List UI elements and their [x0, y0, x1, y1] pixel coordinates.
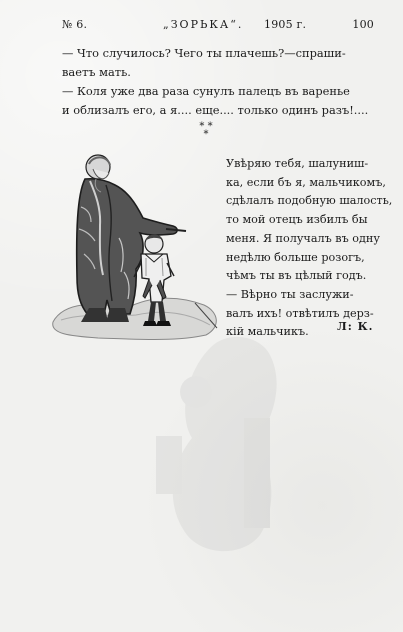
story-line-4: то мой отецъ избилъ бы: [226, 213, 368, 227]
dialogue-line-3: — Коля уже два раза сунулъ палецъ въ варенье: [62, 84, 350, 98]
story-text: [226, 155, 393, 342]
issue-number: № 6.: [62, 18, 88, 31]
story-line-8: — Вѣрно ты заслужи-: [226, 287, 354, 301]
separator-star-row: * *: [199, 121, 213, 132]
dialogue-line-2: ваетъ мать.: [62, 65, 131, 79]
story-line-6: недѣлю больше розогъ,: [226, 250, 365, 264]
illustration-old-man-and-boy: [46, 151, 223, 340]
dialogue-line-4: и облизалъ его, а я.... еще.... только одинъ разъ!....: [62, 103, 369, 117]
story-line-3: сдѣлалъ подобную шалость,: [226, 194, 393, 208]
signature: Л: К.: [337, 320, 374, 333]
section-separator: [197, 121, 215, 140]
story-line-1: Увѣряю тебя, шалуниш-: [226, 157, 369, 170]
publication-year: 1905 г.: [264, 18, 307, 31]
bleed-through-illustration: [132, 330, 342, 560]
story-line-9: валъ ихъ! отвѣтилъ дерз-: [226, 306, 374, 320]
separator-star-row: *: [203, 129, 209, 140]
story-line-7: чѣмъ ты въ цѣлый годъ.: [226, 269, 367, 283]
page-header: [62, 18, 374, 34]
old-man-figure: [77, 155, 186, 322]
page-number: 100: [352, 18, 374, 31]
story-line-10: кій мальчикъ.: [226, 325, 309, 339]
story-line-5: меня. Я получалъ въ одну: [226, 231, 380, 245]
dialogue-line-1: — Что случилось? Чего ты плачешь?—спраши-: [62, 46, 346, 60]
journal-title: „ЗОРЬКА“.: [163, 18, 244, 31]
story-line-2: ка, если бъ я, мальчикомъ,: [226, 175, 386, 189]
illustration-shadow: [53, 298, 217, 339]
separator-stars: [197, 123, 215, 139]
